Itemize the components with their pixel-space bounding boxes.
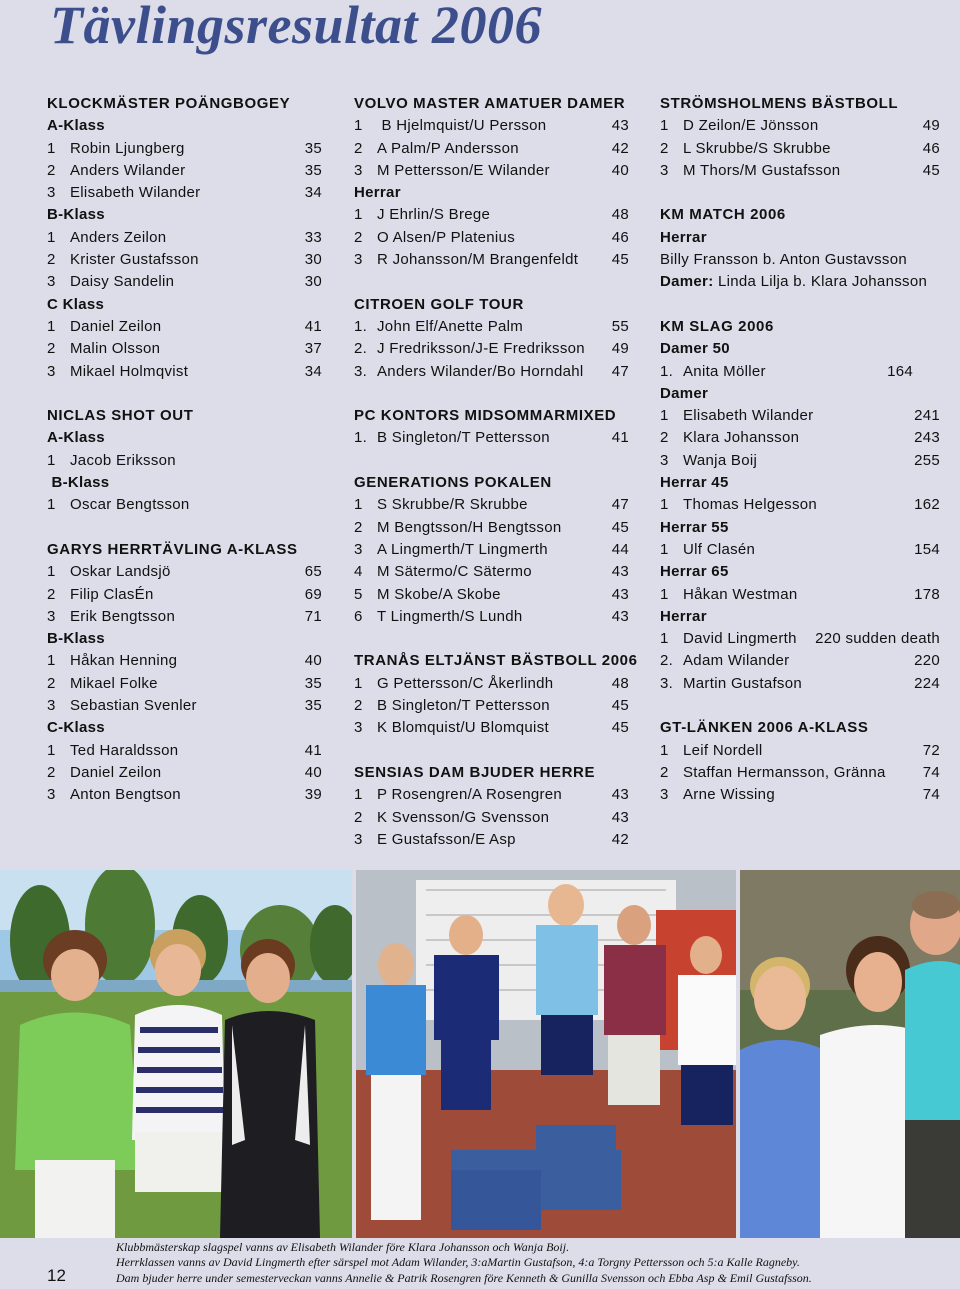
spacer xyxy=(660,695,950,717)
placing: 3 xyxy=(354,540,363,558)
player-name: T Lingmerth/S Lundh xyxy=(377,607,523,625)
competition-heading: PC KONTORS MIDSOMMARMIXED xyxy=(354,407,617,425)
score: 45 xyxy=(922,161,940,179)
result-row xyxy=(47,673,332,695)
score: 65 xyxy=(304,563,322,581)
player-name: Anita Möller xyxy=(683,362,766,380)
score: 72 xyxy=(922,741,940,759)
competition-heading: NICLAS SHOT OUT xyxy=(47,407,194,425)
player-name: B Hjelmquist/U Persson xyxy=(377,117,547,135)
placing: 2 xyxy=(47,161,56,179)
class-subheading: B-Klass xyxy=(47,630,105,648)
results-column-left xyxy=(47,93,332,807)
score: 48 xyxy=(611,674,629,692)
score: 69 xyxy=(304,585,322,603)
result-row xyxy=(354,249,639,271)
page-number: 12 xyxy=(47,1266,66,1285)
score: 241 xyxy=(914,407,940,425)
class-subheading: Herrar 65 xyxy=(660,563,729,581)
result-row xyxy=(47,227,332,249)
score: 45 xyxy=(611,518,629,536)
result-row xyxy=(660,740,950,762)
score: 43 xyxy=(611,563,629,581)
placing: 2 xyxy=(660,139,669,157)
placing: 1. xyxy=(660,362,674,380)
result-row xyxy=(354,138,639,160)
competition-heading: KM SLAG 2006 xyxy=(660,317,774,335)
placing: 1 xyxy=(660,540,669,558)
placing: 1 xyxy=(354,206,363,224)
player-name: Mikael Holmqvist xyxy=(70,362,189,380)
player-name: Elisabeth Wilander xyxy=(70,184,201,202)
result-row xyxy=(354,160,639,182)
result-row xyxy=(47,650,332,672)
score: 220 sudden death xyxy=(815,630,940,648)
competition-heading: VOLVO MASTER AMATUER DAMER xyxy=(354,95,626,112)
placing: 2 xyxy=(47,251,56,269)
placing: 2 xyxy=(354,228,363,246)
class-subheading: C-Klass xyxy=(47,719,105,737)
result-row xyxy=(354,561,639,583)
placing: 3 xyxy=(47,362,56,380)
result-row xyxy=(47,494,332,516)
placing: 3 xyxy=(354,251,363,269)
player-name: Erik Bengtsson xyxy=(70,607,176,625)
class-subheading: Herrar xyxy=(354,184,401,202)
result-row xyxy=(660,361,950,383)
placing: 1. xyxy=(354,429,368,447)
player-name: Adam Wilander xyxy=(683,652,790,670)
placing: 3. xyxy=(660,674,674,692)
score: 42 xyxy=(611,139,629,157)
result-label: Damer: xyxy=(660,273,714,291)
player-name: Daisy Sandelin xyxy=(70,273,175,291)
spacer xyxy=(354,628,639,650)
placing: 3 xyxy=(47,607,56,625)
result-row xyxy=(660,138,950,160)
score: 43 xyxy=(611,117,629,135)
score: 43 xyxy=(611,786,629,804)
placing: 6 xyxy=(354,607,363,625)
placing: 3 xyxy=(354,161,363,179)
placing: 2 xyxy=(354,139,363,157)
score: 46 xyxy=(611,228,629,246)
spacer xyxy=(660,182,950,204)
placing: 2. xyxy=(354,340,368,358)
result-row xyxy=(354,338,639,360)
player-name: Sebastian Svenler xyxy=(70,697,197,715)
competition-heading: KLOCKMÄSTER POÄNGBOGEY xyxy=(47,95,291,112)
result-row xyxy=(660,784,950,806)
score: 48 xyxy=(611,206,629,224)
score: 45 xyxy=(611,251,629,269)
player-name: Anders Wilander/Bo Horndahl xyxy=(377,362,584,380)
placing: 3 xyxy=(47,273,56,291)
player-name: M Bengtsson/H Bengtsson xyxy=(377,518,562,536)
result-row xyxy=(354,115,639,137)
player-name: Klara Johansson xyxy=(683,429,800,447)
score: 55 xyxy=(611,317,629,335)
score: 35 xyxy=(304,674,322,692)
score: 74 xyxy=(922,763,940,781)
placing: 2 xyxy=(47,340,56,358)
result-row xyxy=(354,427,639,449)
placing: 3 xyxy=(660,161,669,179)
placing: 1 xyxy=(660,585,669,603)
player-name: K Svensson/G Svensson xyxy=(377,808,550,826)
score: 43 xyxy=(611,808,629,826)
player-name: Malin Olsson xyxy=(70,340,161,358)
placing: 1 xyxy=(354,496,363,514)
player-name: Filip ClasÉn xyxy=(70,585,154,603)
result-row xyxy=(660,584,950,606)
result-row xyxy=(354,494,639,516)
competition-heading: GT-LÄNKEN 2006 A-KLASS xyxy=(660,719,869,737)
competition-heading: SENSIAS DAM BJUDER HERRE xyxy=(354,763,596,781)
photo-women-winners xyxy=(0,870,352,1238)
placing: 1 xyxy=(47,139,56,157)
result-row xyxy=(660,450,950,472)
competition-heading: CITROEN GOLF TOUR xyxy=(354,295,524,313)
player-name: Anders Wilander xyxy=(70,161,186,179)
score: 49 xyxy=(922,117,940,135)
score: 243 xyxy=(914,429,940,447)
result-row xyxy=(354,361,639,383)
score: 40 xyxy=(304,652,322,670)
placing: 3 xyxy=(660,786,669,804)
photo-caption xyxy=(116,1240,946,1286)
result-row xyxy=(47,338,332,360)
placing: 1 xyxy=(354,117,363,135)
class-subheading: Herrar xyxy=(660,228,707,246)
spacer xyxy=(47,383,332,405)
result-row xyxy=(354,784,639,806)
spacer xyxy=(354,450,639,472)
result-text-body: Linda Lilja b. Klara Johansson xyxy=(713,273,928,291)
result-row xyxy=(47,695,332,717)
score: 178 xyxy=(914,585,940,603)
player-name: Ulf Clasén xyxy=(683,540,756,558)
result-row xyxy=(47,249,332,271)
player-name: Jacob Eriksson xyxy=(70,451,176,469)
placing: 2 xyxy=(47,585,56,603)
placing: 3 xyxy=(47,697,56,715)
result-row xyxy=(354,517,639,539)
photo-group-portrait xyxy=(740,870,960,1238)
spacer xyxy=(47,517,332,539)
player-name: Martin Gustafson xyxy=(683,674,803,692)
result-row xyxy=(47,316,332,338)
placing: 1 xyxy=(660,407,669,425)
result-row xyxy=(47,160,332,182)
result-row xyxy=(660,160,950,182)
score: 45 xyxy=(611,697,629,715)
result-row xyxy=(47,762,332,784)
placing: 3. xyxy=(354,362,368,380)
placing: 1. xyxy=(354,317,368,335)
player-name: B Singleton/T Pettersson xyxy=(377,429,550,447)
placing: 1 xyxy=(354,786,363,804)
competition-heading: GENERATIONS POKALEN xyxy=(354,474,552,492)
player-name: Oskar Landsjö xyxy=(70,563,171,581)
placing: 1 xyxy=(47,652,56,670)
player-name: K Blomquist/U Blomquist xyxy=(377,719,549,737)
class-subheading: Herrar 45 xyxy=(660,474,729,492)
player-name: A Lingmerth/T Lingmerth xyxy=(377,540,548,558)
placing: 5 xyxy=(354,585,363,603)
result-row xyxy=(354,316,639,338)
placing: 2 xyxy=(354,518,363,536)
results-column-right xyxy=(660,93,950,807)
player-name: R Johansson/M Brangenfeldt xyxy=(377,251,579,269)
result-row xyxy=(660,427,950,449)
competition-heading: TRANÅS ELTJÄNST BÄSTBOLL 2006 xyxy=(354,652,638,670)
result-row xyxy=(354,673,639,695)
spacer xyxy=(354,271,639,293)
result-row xyxy=(660,539,950,561)
player-name: Ted Haraldsson xyxy=(70,741,179,759)
placing: 1 xyxy=(660,630,669,648)
player-name: J Ehrlin/S Brege xyxy=(377,206,491,224)
score: 255 xyxy=(914,451,940,469)
result-row xyxy=(660,628,950,650)
result-row xyxy=(660,494,950,516)
score: 34 xyxy=(304,362,322,380)
page-title: Tävlingsresultat 2006 xyxy=(50,0,543,55)
result-row xyxy=(354,227,639,249)
photo-podium-winners xyxy=(356,870,736,1238)
player-name: A Palm/P Andersson xyxy=(377,139,519,157)
spacer xyxy=(660,294,950,316)
player-name: D Zeilon/E Jönsson xyxy=(683,117,819,135)
player-name: Anton Bengtson xyxy=(70,786,181,804)
player-name: S Skrubbe/R Skrubbe xyxy=(377,496,528,514)
result-row xyxy=(47,361,332,383)
placing: 4 xyxy=(354,563,363,581)
player-name: David Lingmerth xyxy=(683,630,797,648)
result-row xyxy=(354,584,639,606)
result-row xyxy=(660,115,950,137)
score: 42 xyxy=(611,830,629,848)
result-row xyxy=(660,673,950,695)
result-row xyxy=(47,784,332,806)
caption-line: Dam bjuder herre under semesterveckan vanns Annelie & Patrik Rosengren före Kenneth & Gunilla Svensson och Ebba Asp & Emil Gustafsson. xyxy=(116,1270,812,1285)
player-name: Wanja Boij xyxy=(683,451,758,469)
player-name: E Gustafsson/E Asp xyxy=(377,830,516,848)
competition-heading: GARYS HERRTÄVLING A-KLASS xyxy=(47,540,298,558)
placing: 1 xyxy=(47,228,56,246)
score: 44 xyxy=(611,540,629,558)
class-subheading: Herrar 55 xyxy=(660,518,729,536)
result-row xyxy=(47,182,332,204)
placing: 3 xyxy=(354,830,363,848)
placing: 3 xyxy=(47,786,56,804)
player-name: Daniel Zeilon xyxy=(70,763,162,781)
result-text-body: Billy Fransson b. Anton Gustavsson xyxy=(660,251,907,269)
class-subheading: C Klass xyxy=(47,295,105,313)
placing: 2 xyxy=(660,429,669,447)
score: 49 xyxy=(611,340,629,358)
player-name: Staffan Hermansson, Gränna xyxy=(683,763,886,781)
placing: 3 xyxy=(660,451,669,469)
placing: 2. xyxy=(660,652,674,670)
result-row xyxy=(354,717,639,739)
score: 162 xyxy=(914,496,940,514)
player-name: Mikael Folke xyxy=(70,674,158,692)
result-row xyxy=(354,807,639,829)
result-row xyxy=(660,762,950,784)
placing: 3 xyxy=(354,719,363,737)
score: 35 xyxy=(304,161,322,179)
placing: 1 xyxy=(660,741,669,759)
placing: 1 xyxy=(660,496,669,514)
player-name: Leif Nordell xyxy=(683,741,763,759)
placing: 1 xyxy=(47,741,56,759)
placing: 2 xyxy=(354,808,363,826)
score: 37 xyxy=(304,340,322,358)
score: 41 xyxy=(304,317,322,335)
player-name: Robin Ljungberg xyxy=(70,139,185,157)
class-subheading: A-Klass xyxy=(47,429,105,447)
placing: 1 xyxy=(660,117,669,135)
score: 33 xyxy=(304,228,322,246)
player-name: Håkan Henning xyxy=(70,652,178,670)
placing: 2 xyxy=(660,763,669,781)
result-row xyxy=(47,584,332,606)
result-row xyxy=(354,204,639,226)
placing: 2 xyxy=(354,697,363,715)
score: 30 xyxy=(304,251,322,269)
score: 41 xyxy=(611,429,629,447)
result-row xyxy=(47,740,332,762)
player-name: Anders Zeilon xyxy=(70,228,167,246)
result-row xyxy=(354,829,639,851)
player-name: Daniel Zeilon xyxy=(70,317,162,335)
spacer xyxy=(354,740,639,762)
class-subheading: Damer xyxy=(660,384,709,402)
score: 164 xyxy=(887,362,913,380)
placing: 1 xyxy=(354,674,363,692)
placing: 1 xyxy=(47,317,56,335)
player-name: M Pettersson/E Wilander xyxy=(377,161,550,179)
player-name: John Elf/Anette Palm xyxy=(377,317,524,335)
player-name: Krister Gustafsson xyxy=(70,251,199,269)
score: 35 xyxy=(304,697,322,715)
class-subheading: B-Klass xyxy=(47,474,110,492)
score: 45 xyxy=(611,719,629,737)
player-name: Arne Wissing xyxy=(683,786,775,804)
score: 40 xyxy=(304,763,322,781)
spacer xyxy=(354,383,639,405)
placing: 1 xyxy=(47,496,56,514)
placing: 1 xyxy=(47,563,56,581)
placing: 2 xyxy=(47,763,56,781)
score: 30 xyxy=(304,273,322,291)
result-row xyxy=(47,606,332,628)
class-subheading: A-Klass xyxy=(47,117,105,135)
player-name: O Alsen/P Platenius xyxy=(377,228,516,246)
score: 43 xyxy=(611,607,629,625)
score: 71 xyxy=(304,607,322,625)
result-row xyxy=(354,606,639,628)
score: 224 xyxy=(914,674,940,692)
score: 34 xyxy=(304,184,322,202)
caption-line: Herrklassen vanns av David Lingmerth efter särspel mot Adam Wilander, 3:aMartin Gustafson, 4:a Torgny Pettersson och 5:a Kalle Ragneby. xyxy=(116,1255,800,1270)
result-text xyxy=(660,271,950,293)
score: 41 xyxy=(304,741,322,759)
class-subheading: Damer 50 xyxy=(660,340,730,358)
score: 46 xyxy=(922,139,940,157)
result-row xyxy=(354,695,639,717)
player-name: M Skobe/A Skobe xyxy=(377,585,501,603)
player-name: Thomas Helgesson xyxy=(683,496,818,514)
caption-line: Klubbmästerskap slagspel vanns av Elisabeth Wilander före Klara Johansson och Wanja Boij. xyxy=(116,1240,570,1254)
result-row xyxy=(660,405,950,427)
score: 47 xyxy=(611,496,629,514)
result-row xyxy=(47,138,332,160)
score: 220 xyxy=(914,652,940,670)
player-name: Håkan Westman xyxy=(683,585,798,603)
player-name: Elisabeth Wilander xyxy=(683,407,814,425)
class-subheading: Herrar xyxy=(660,607,707,625)
score: 74 xyxy=(922,786,940,804)
player-name: G Pettersson/C Åkerlindh xyxy=(377,674,554,692)
player-name: P Rosengren/A Rosengren xyxy=(377,786,563,804)
placing: 1 xyxy=(47,451,56,469)
competition-heading: KM MATCH 2006 xyxy=(660,206,786,224)
player-name: B Singleton/T Pettersson xyxy=(377,697,550,715)
result-row xyxy=(47,271,332,293)
player-name: M Sätermo/C Sätermo xyxy=(377,563,532,581)
score: 39 xyxy=(304,786,322,804)
result-row xyxy=(47,561,332,583)
player-name: L Skrubbe/S Skrubbe xyxy=(683,139,831,157)
player-name: J Fredriksson/J-E Fredriksson xyxy=(377,340,585,358)
result-text xyxy=(660,249,950,271)
result-row xyxy=(354,539,639,561)
player-name: M Thors/M Gustafsson xyxy=(683,161,841,179)
result-row xyxy=(660,650,950,672)
competition-heading: STRÖMSHOLMENS BÄSTBOLL xyxy=(660,95,899,112)
score: 35 xyxy=(304,139,322,157)
score: 47 xyxy=(611,362,629,380)
results-column-middle xyxy=(354,93,639,851)
score: 43 xyxy=(611,585,629,603)
player-name: Oscar Bengtsson xyxy=(70,496,190,514)
class-subheading: B-Klass xyxy=(47,206,105,224)
score: 154 xyxy=(914,540,940,558)
placing: 3 xyxy=(47,184,56,202)
result-row xyxy=(47,450,332,472)
score: 40 xyxy=(611,161,629,179)
placing: 2 xyxy=(47,674,56,692)
